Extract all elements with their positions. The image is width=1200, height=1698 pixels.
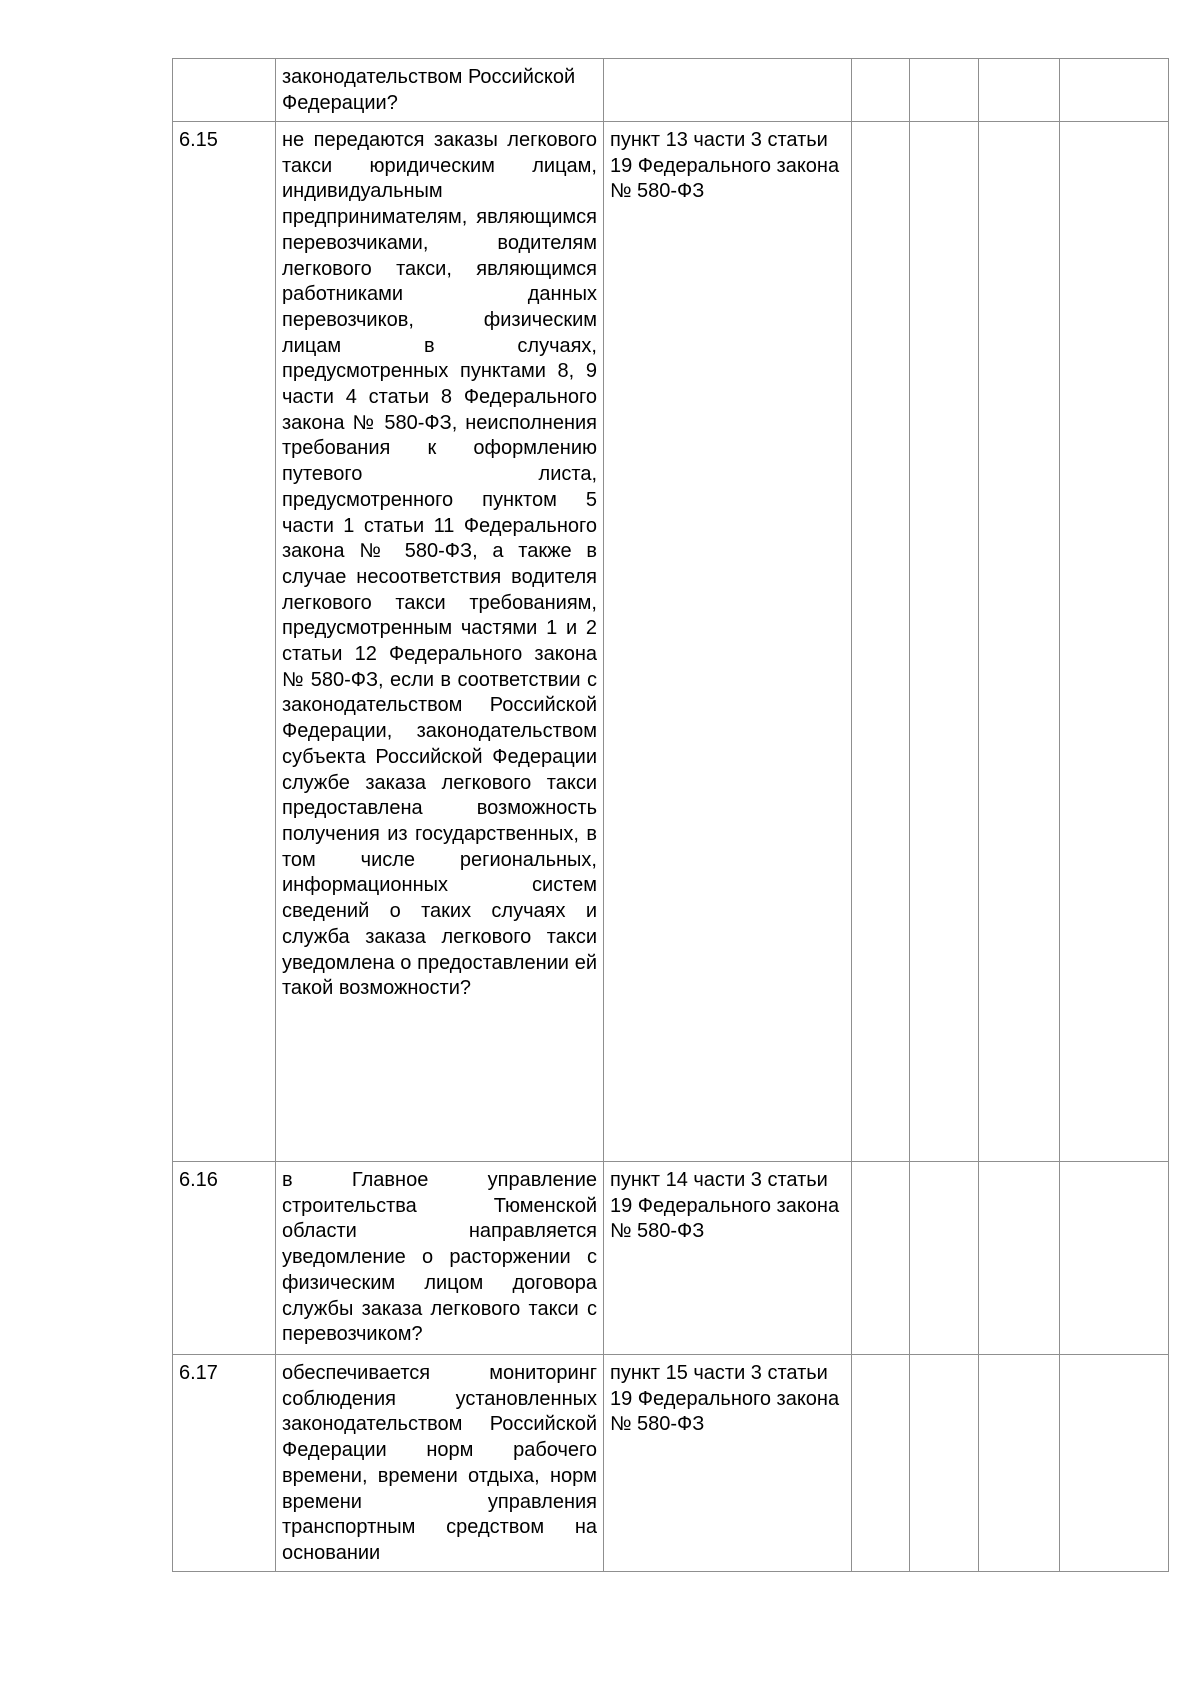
legal-basis-cell: пункт 13 части 3 статьи 19 Федерального закона № 580-ФЗ xyxy=(604,122,852,1162)
item-number-cell: 6.15 xyxy=(173,122,276,1162)
table-row xyxy=(173,1162,1169,1355)
note-cell xyxy=(1060,1355,1169,1572)
answer-cell-yes xyxy=(852,122,910,1162)
note-cell xyxy=(1060,1162,1169,1355)
note-cell xyxy=(1060,59,1169,122)
item-number-cell: 6.16 xyxy=(173,1162,276,1355)
requirement-question-cell xyxy=(276,1355,604,1572)
answer-cell-no xyxy=(910,1355,979,1572)
answer-cell-no xyxy=(910,122,979,1162)
answer-cell-yes xyxy=(852,1162,910,1355)
note-cell xyxy=(1060,122,1169,1162)
answer-cell-not-applicable xyxy=(979,59,1060,122)
requirement-question-cell xyxy=(276,59,604,122)
answer-cell-no xyxy=(910,59,979,122)
answer-cell-not-applicable xyxy=(979,122,1060,1162)
legal-basis-cell: пункт 15 части 3 статьи 19 Федерального закона № 580-ФЗ xyxy=(604,1355,852,1572)
table-row xyxy=(173,59,1169,122)
answer-cell-not-applicable xyxy=(979,1355,1060,1572)
requirement-question-text: не передаются заказы легкового такси юридическим лицам, индивидуальным предпринимателям, являющимся перевозчиками, водителям легкового такси, являющимся работниками данных перевозчиков, физическим лицам в случаях, предусмотренных пунктами 8, 9 части 4 статьи 8 Федерального закона № 580-ФЗ, неисполнения требования к оформлению путевого листа, предусмотренного пунктом 5 части 1 статьи 11 Федерального закона № 580-ФЗ, а также в случае несоответствия водителя легкового такси требованиям, предусмотренным частями 1 и 2 статьи 12 Федерального закона № 580-ФЗ, если в соответствии с законодательством Российской Федерации, законодательством субъекта Российской Федерации службе заказа легкового такси предоставлена возможность получения из государственных, в том числе региональных, информационных систем сведений о таких случаях и служба заказа легкового такси уведомлена о предоставлении ей такой возможности? xyxy=(282,129,597,1000)
table-row xyxy=(173,1355,1169,1572)
requirement-question-cell xyxy=(276,122,604,1162)
answer-cell-yes xyxy=(852,59,910,122)
answer-cell-no xyxy=(910,1162,979,1355)
requirement-question-text: в Главное управление строительства Тюменской области направляется уведомление о расторжении с физическим лицом договора службы заказа легкового такси с перевозчиком? xyxy=(282,1169,597,1346)
item-number-cell xyxy=(173,59,276,122)
requirement-question-text: обеспечивается мониторинг соблюдения установленных законодательством Российской Федерации норм рабочего времени, времени отдыха, норм времени управления транспортным средством на основании xyxy=(282,1362,597,1564)
requirement-question-text: законодательством Российской Федерации? xyxy=(282,66,576,114)
legal-basis-cell xyxy=(604,59,852,122)
legal-basis-cell: пункт 14 части 3 статьи 19 Федерального закона № 580-ФЗ xyxy=(604,1162,852,1355)
checklist-table xyxy=(172,58,1169,1572)
answer-cell-not-applicable xyxy=(979,1162,1060,1355)
item-number-cell: 6.17 xyxy=(173,1355,276,1572)
answer-cell-yes xyxy=(852,1355,910,1572)
requirement-question-cell xyxy=(276,1162,604,1355)
table-row xyxy=(173,122,1169,1162)
